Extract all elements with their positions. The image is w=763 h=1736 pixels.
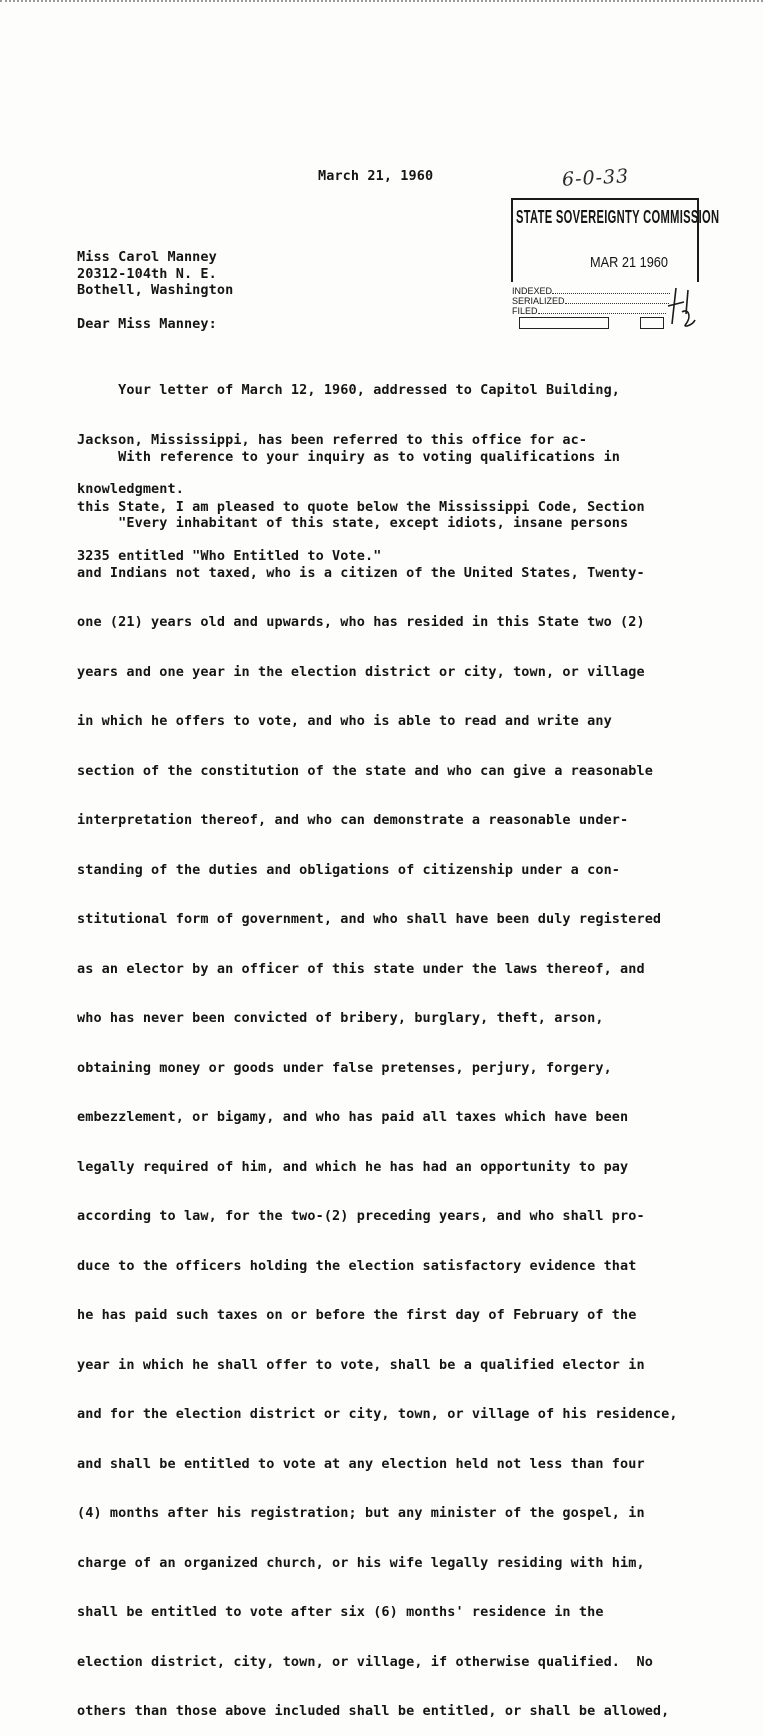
recipient-street: 20312-104th N. E. (77, 265, 217, 282)
text-line: shall be entitled to vote after six (6) months' residence in the (77, 1604, 604, 1620)
paper-perforation-edge (0, 0, 763, 6)
recipient-address (77, 249, 233, 299)
stamp-blank-box (519, 317, 609, 329)
text-line: embezzlement, or bigamy, and who has paid all taxes which have been (77, 1109, 629, 1125)
text-line: he has paid such taxes on or before the first day of February of the (77, 1307, 637, 1323)
text-line: and for the election district or city, town, or village of his residence, (77, 1406, 678, 1422)
text-line: charge of an organized church, or his wife legally residing with him, (77, 1554, 645, 1571)
stamp-row-label: SERIALIZED (512, 296, 565, 306)
text-line: section of the constitution of the state and who can give a reasonable (77, 762, 653, 779)
text-line: 3235 entitled "Who Entitled to Vote." (77, 548, 382, 564)
text-line: year in which he shall offer to vote, shall be a qualified elector in (77, 1356, 645, 1373)
stamp-row-label: INDEXED (512, 286, 553, 296)
text-line: who has never been convicted of bribery, burglary, theft, arson, (77, 1010, 604, 1026)
text-line: others than those above included shall be entitled, or shall be allowed, (77, 1703, 670, 1719)
stamp-date: MAR 21 1960 (590, 254, 668, 271)
text-line: and Indians not taxed, who is a citizen of the United States, Twenty- (77, 564, 645, 581)
stamp-blank-box (640, 317, 664, 329)
text-line: one (21) years old and upwards, who has resided in this State two (2) (77, 614, 645, 630)
text-line: and shall be entitled to vote at any election held not less than four (77, 1455, 645, 1472)
text-line: interpretation thereof, and who can demonstrate a reasonable under- (77, 812, 629, 828)
text-line: in which he offers to vote, and who is able to read and write any (77, 713, 612, 729)
letter-date: March 21, 1960 (318, 168, 434, 184)
text-line: Jackson, Mississippi, has been referred to this office for ac- (77, 431, 588, 448)
stamp-row-label: FILED (512, 306, 538, 316)
salutation: Dear Miss Manney: (77, 316, 217, 332)
text-line: Your letter of March 12, 1960, addressed to Capitol Building, (77, 382, 621, 398)
stamp-row-filed (512, 305, 666, 316)
text-line: election district, city, town, or village, if otherwise qualified. No (77, 1653, 653, 1670)
text-line: standing of the duties and obligations of citizenship under a con- (77, 861, 621, 878)
handwritten-initials (662, 284, 698, 332)
text-line: stitutional form of government, and who shall have been duly registered (77, 911, 662, 927)
text-line: as an elector by an officer of this state under the laws thereof, and (77, 960, 645, 977)
text-line: obtaining money or goods under false pretenses, perjury, forgery, (77, 1059, 612, 1076)
received-stamp (510, 194, 720, 326)
text-line: legally required of him, and which he has had an opportunity to pay (77, 1158, 629, 1175)
text-line: (4) months after his registration; but any minister of the gospel, in (77, 1505, 645, 1521)
text-line: according to law, for the two-(2) preceding years, and who shall pro- (77, 1208, 645, 1224)
text-line: "Every inhabitant of this state, except idiots, insane persons (77, 515, 629, 531)
recipient-name: Miss Carol Manney (77, 249, 217, 265)
stamp-title: STATE SOVEREIGNTY COMMISSION (516, 207, 720, 227)
paragraph-code-quote (77, 482, 678, 1736)
text-line: knowledgment. (77, 481, 184, 497)
text-line: With reference to your inquiry as to voting qualifications in (77, 449, 621, 465)
text-line: this State, I am pleased to quote below the Mississippi Code, Section (77, 498, 645, 515)
text-line: duce to the officers holding the election satisfactory evidence that (77, 1257, 637, 1274)
text-line: years and one year in the election district or city, town, or village (77, 663, 645, 680)
recipient-city: Bothell, Washington (77, 282, 234, 298)
handwritten-file-number: 6-0-33 (561, 165, 630, 191)
